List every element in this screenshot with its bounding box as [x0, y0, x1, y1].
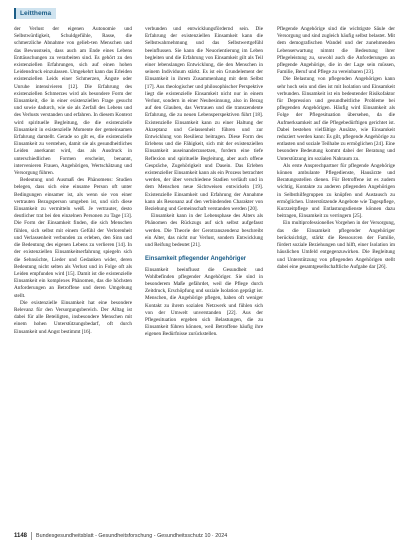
text-column-3 [277, 26, 395, 271]
body-paragraph: verbunden und entwicklungsfördernd sein. Die Erfahrung der existenziellen Einsamkeit kann die Selbstwahrnehmung und das Selbstwertgefühl beeinflussen. Sie kann die Neuorientierung im Leben begleiten und die Erfahrung von Einsamkeit gilt als Teil einer lebenslangen Entwicklung, die den Menschen in seinem Individuum stärkt. Es ist ein Grundelement der Einsamkeit in ihrem Zusammenhang mit dem Selbst [17]. Aus theologischer und philosophischer Perspektive liegt die existenzielle Einsamkeit nicht nur in einem Verlust, sondern in einer Neubesinnung, also in Bezug auf den Glauben, das Vertrauen und die transzendente Erfahrung, die zu neuen Lebensperspektiven führt [18]. Existenzielle Einsamkeit kann zu einer Haltung der Akzeptanz und Gelassenheit führen und zur Entwicklung von Resilienz beitragen. Diese Form des Erlebens und die Fähigkeit, sich mit der existenziellen Einsamkeit auseinanderzusetzen, fordern eine tiefe Reflexion und spirituelle Begleitung, aber auch offene Gespräche, Zugehörigkeit und Dasein. Das Erleben existenzieller Einsamkeit kann als ein Prozess betrachtet werden, der über verschiedene Stadien verläuft und in dem Menschen neue Sichtweisen entwickeln [19]. Existenzielle Einsamkeit und Erfahrung der Annahme kann als Resonanz auf den verbindenden Charakter von Beziehung und Gemeinschaft verstanden werden [20]. [145, 26, 263, 213]
body-paragraph: der Verlust der eigenen Autonomie und Selbstwürdigkeit, Schuldgefühle, Rasse, die schmerzliche Abnahme von gelieb-ten Menschen und das Bewusstsein, dass auch am Ende eines Lebens Enttäuschungen zu verarbeiten sind. Es gehört zu den existenziellen Erfahrungen, sich auf einen hohen Leidensdruck einzulassen. Umgekehrt kann das Erleiden existenziellen Leids einer Schmerzen, Ängste oder Unruhe intensivieren [12]. Die Erfahrung des existenziellen Schmerzes wird als besondere Form der Einsamkeit, die in einer existenziellen Frage gesucht und sowie dadurch, wie sie als Zerfall des Lebens und des Verlusts verstanden und erfahren. In diesem Kontext wird spirituelle Begleitung, die die existenzielle Einsamkeit in existenzielle Momente der gemeinsamen Erfahrung darstellt. Gerade so gilt es, die existenzielle Einsamkeit zu verstehen, damit sie als gesundheitliches Leiden anerkannt wird, das als Ausdruck in unterschiedlichen Formen erscheint, benannt, intervenieren Frauen, Angehörigen, Wertschätzung und Versorgung führen. [14, 26, 132, 177]
text-column-2 [145, 26, 263, 339]
page-footer [14, 532, 399, 540]
footer-divider [31, 532, 32, 540]
body-paragraph: Ein multiprofessionelles Vorgehen in der Versorgung, das die Einsamkeit pflegender Angehöriger berücksichtigt, stärkt die Ressourcen der Familie, fördert soziale Beziehungen und hilft, einer Isolation im häuslichen Umfeld entgegenzuwirken. Die Begleitung und Unterstützung von pflegenden Angehörigen stellt dabei eine gesamtgesellschaftliche Aufgabe dar [26]. [277, 220, 395, 270]
journal-citation: Bundesgesundheitsblatt - Gesundheitsforschung - Gesundheitsschutz 10 · 2024 [36, 533, 228, 539]
body-paragraph: Einsamkeit beeinflusst die Gesundheit und Wohlbefinden pflegender Angehöriger. Sie sind in besonderem Maße gefährdet, weil die Pflege durch Zeitdruck, Erschöpfung und soziale Isolation geprägt ist. Menschen, die Angehörige pflegen, haben oft weniger Kontakt zu ihrem sozialen Netzwerk und fühlen sich von der Umwelt unverstanden [22]. Aus der Pflegesituation ergeben sich Belastungen, die zu Einsamkeit führen können, weil Betroffene häufig ihre eigenen Bedürfnisse zurückstellen. [145, 266, 263, 338]
body-paragraph: Pflegende Angehörige sind die wichtigste Säule der Versorgung und sind zugleich häufig selbst belastet. Mit dem demografischen Wandel und der zunehmenden Lebenserwartung nimmt die Bedeutung ihrer Pflegeleistung zu, sowohl auch die Anforderungen an pflegende Angehörige, die in der Lage sein müssen, Familie, Beruf und Pflege zu vereinbaren [23]. [277, 26, 395, 76]
body-paragraph: Die existenzielle Einsamkeit hat eine besondere Relevanz für den Versorgungsbereich. Der Alltag ist dabei für alle Beteiligten, insbesondere Menschen mit einem hohen Unterstützungsbedarf, oft durch Einsamkeit und Angst bestimmt [16]. [14, 299, 132, 335]
text-column-1 [14, 26, 132, 336]
body-paragraph: Einsamkeit kann in der Lebensphase des Alters als Phänomen des Rückzugs auf sich selbst aufgefasst werden. Die Theorie der Gerotranszendenz beschreibt ein Alter, das nicht nur Verlust, sondern Entwicklung und Reifung bedeutet [21]. [145, 213, 263, 249]
section-subheading: Einsamkeit pflegender Angehöriger [145, 256, 247, 263]
body-paragraph: Die Belastung von pflegenden Angehörigen kann sehr hoch sein und dies ist mit Isolation und Einsamkeit verbunden. Einsamkeit ist ein bedeutender Risikofaktor für Depression und gesundheitliche Probleme bei pflegenden Angehörigen. Häufig wird Einsamkeit als Folge der Pflegesituation übersehen, da die Aufmerksamkeit auf die Pflegebedürftigen gerichtet ist. Dabei bestehen vielfältige Ansätze, wie Einsamkeit reduziert werden kann: Es gilt, pflegende Angehörige zu entlasten und soziale Teilhabe zu ermöglichen [24]. Eine besondere Bedeutung kommt dabei der Beratung und Unterstützung im sozialen Nahraum zu. [277, 76, 395, 162]
body-paragraph: Als erste Ansprechpartner für pflegende Angehörige können ambulante Pflegedienste, Hausärzte und Beratungsstellen dienen. Für Betroffene ist es zudem wichtig, Kontakte zu anderen pflegenden Angehörigen in Selbsthilfegruppen zu knüpfen und Austausch zu ermöglichen. Unterstützende Angebote wie Tagespflege, Kurzzeitpflege und Entlastungsdienste können dazu beitragen, Einsamkeit zu verringern [25]. [277, 162, 395, 220]
body-paragraph: Bedeutung und Ausmaß des Phänomens: Studien belegen, dass sich eine einsame Person oft unter Bedingungen einsamer ist, als wenn sie von einer vertrauten Bezugsperson umgeben ist, und sich diese Einsamkeit zu vermitteln weiß. Je vertrauter, desto deutlicher trat bei den einzelnen Personen zu Tage [13]. Die Form der Einsamkeit finden, die sich Menschen fühlen, sich selbst mit einem Gefühl der Verlorenheit und Verlassenheit verbunden zu erleben, den Sinn und die Bedeutung des eigenen Lebens zu verlieren [14]. In der existenziellen Einsamkeitserfahrung spiegeln sich die Sehnsüchte, Lieder und Gedanken wider, deren Bedeutung nicht selten als Verlust und in Folge oft als Leiden empfunden wird [15]. Damit ist die existenzielle Einsamkeit ein komplexes Phänomen, das die höchsten Anforderungen an Betroffene und deren Umgebung stellt. [14, 177, 132, 299]
page-number: 1148 [14, 533, 28, 539]
section-label: Leitthema [14, 8, 56, 19]
